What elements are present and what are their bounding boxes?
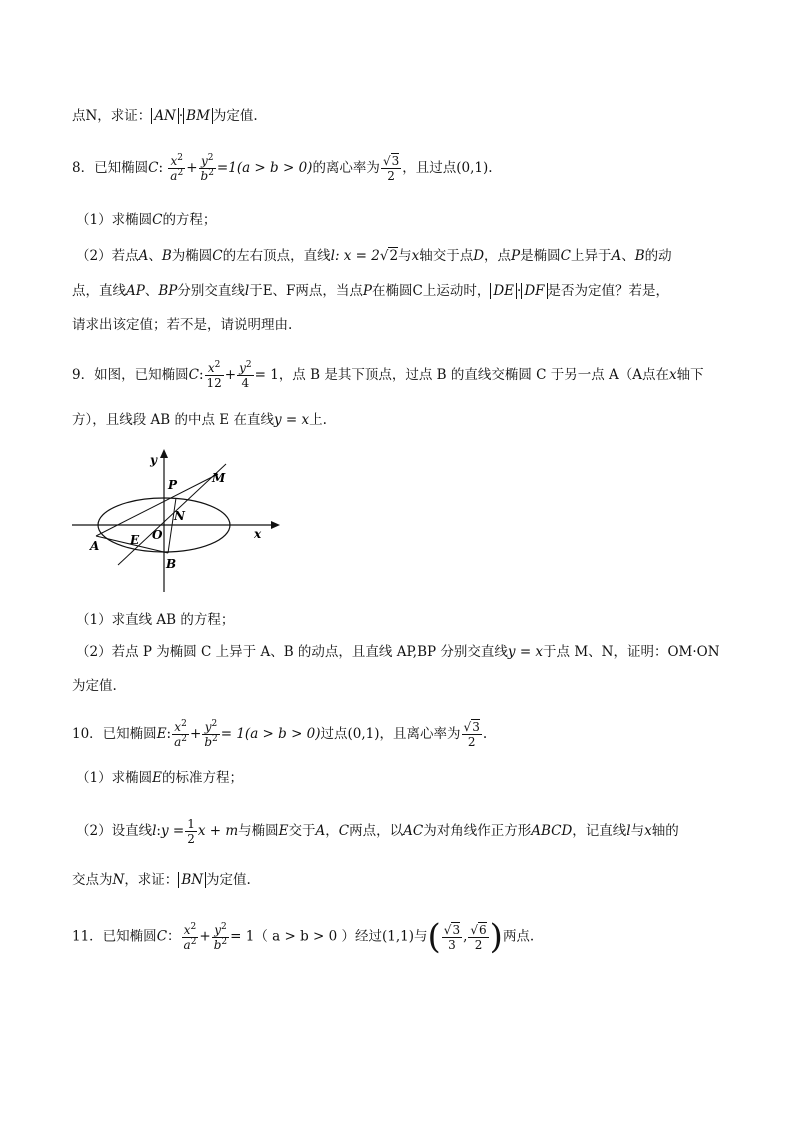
var-p: P <box>362 283 373 299</box>
x-axis-arrow <box>271 521 280 529</box>
text: 是椭圆 <box>520 248 561 264</box>
question-number: 10．已知椭圆 <box>72 726 157 742</box>
var-a: A <box>138 248 149 264</box>
q9-stem: 9．如图，已知椭圆C: $\frac{x^2}{12}$ + $\frac{y^2}{4}$ = 1，点 B 是其下顶点，过点 B 的直线交椭圆 C 于另一点 A（A点在x轴下 <box>72 360 704 390</box>
denominator: 2 <box>187 832 195 846</box>
var-e: E <box>156 726 167 742</box>
var-c: C <box>338 823 350 839</box>
text: 为定值. <box>72 678 117 694</box>
q9-part2 <box>76 642 720 662</box>
denominator: 12 <box>206 376 222 390</box>
text: 于 <box>249 283 263 299</box>
sup: 2 <box>181 734 187 744</box>
text: 两点，以 <box>349 823 404 839</box>
text: 、 <box>144 283 159 299</box>
y-axis-arrow <box>160 449 168 458</box>
q8-part2-end <box>72 315 292 335</box>
text: 点N，求证： <box>72 108 152 124</box>
var-abcd: ABCD <box>531 823 573 839</box>
q9-part2-end <box>72 676 117 696</box>
sup: 2 <box>207 153 214 163</box>
paren-open: ( <box>427 917 441 957</box>
var-c: C <box>188 367 199 383</box>
var-c: C <box>560 248 571 264</box>
text: （2）若点 <box>76 248 139 264</box>
radicand: 3 <box>391 154 400 168</box>
text: 交于 <box>288 823 316 839</box>
text: ，且过点 <box>402 160 457 176</box>
frac-y2-b2 <box>202 721 219 748</box>
var: b <box>200 169 209 183</box>
var: y <box>239 361 246 375</box>
text: （1）求直线 AB 的方程； <box>76 612 235 628</box>
text: ， <box>325 823 339 839</box>
sup: 2 <box>177 153 183 163</box>
var-bp: BP <box>158 283 178 299</box>
text: ，点 B 是其下顶点，过点 B 的直线交椭圆 C 于另一点 A（A点在 <box>278 367 670 383</box>
label-b: B <box>166 557 177 571</box>
q10-part2 <box>76 818 679 845</box>
text: ，且离心率为 <box>379 726 461 742</box>
denominator: 2 <box>387 169 395 183</box>
equation: =1(a > b > 0) <box>216 160 313 176</box>
text: 为定值. <box>206 872 251 888</box>
dot-operator: · <box>517 283 522 299</box>
abs-an: AN <box>151 108 179 124</box>
point: (0,1) <box>347 726 380 742</box>
sup: 2 <box>245 360 252 370</box>
abs-bm: BM <box>183 108 213 124</box>
comma: , <box>463 928 468 945</box>
var-x: x <box>644 823 652 839</box>
equation-y-x: y = x <box>273 412 310 428</box>
frac-x2-a2 <box>182 921 199 952</box>
frac-sqrt3-3: $\frac{√3}{3}$ <box>443 922 461 952</box>
text: 为椭圆 <box>171 248 213 264</box>
text: ，点 <box>484 248 512 264</box>
line-top <box>72 106 258 126</box>
var: x <box>207 361 215 375</box>
sup: 2 <box>177 168 184 178</box>
q9-stem-cont <box>72 410 327 430</box>
var-c: C <box>412 283 423 299</box>
abs-df: DF <box>521 283 547 299</box>
var-d: D <box>473 248 485 264</box>
sup: 2 <box>212 734 218 744</box>
text: 与 <box>414 928 428 945</box>
label-p: P <box>168 478 178 492</box>
colon: : <box>158 160 163 176</box>
text: 两点. <box>502 928 535 945</box>
colon: : <box>198 367 204 383</box>
frac-x2-a2 <box>172 721 189 748</box>
text: 请求出该定值；若不是，请说明理由. <box>72 317 293 333</box>
denominator: 2 <box>474 937 483 952</box>
sup: 2 <box>190 921 197 932</box>
frac-y2-b2 <box>199 155 216 182</box>
var: x <box>170 154 178 168</box>
abs-bn: BN <box>178 872 206 888</box>
label-o: O <box>152 528 163 542</box>
text: 点，直线 <box>72 283 126 299</box>
text: 的左右顶点，直线 <box>222 248 331 264</box>
q8-stem: 8．已知椭圆C: $\frac{x^2}{a^2}$ + $\frac{y^2}{b^2}$ =1(a > b > 0)的离心率为 $\frac{√3}{2}$ ，且过点(0,1). <box>72 153 493 183</box>
var-c: C <box>148 160 159 176</box>
denominator: 2 <box>467 735 476 749</box>
var: a <box>174 735 182 749</box>
text: 过点 <box>320 726 348 742</box>
radicand: 3 <box>452 922 461 937</box>
text: 分别交直线 <box>177 283 245 299</box>
var-l: l <box>330 248 335 264</box>
sup: 2 <box>211 719 218 729</box>
var-n: N <box>112 872 125 888</box>
var-e: E <box>278 823 289 839</box>
frac-x2-a2 <box>168 155 185 182</box>
sup: 2 <box>220 921 227 932</box>
denominator: 4 <box>241 376 250 390</box>
var: y <box>204 720 212 734</box>
numerator: 1 <box>187 817 195 831</box>
var-l: l <box>626 823 631 839</box>
sup: 2 <box>208 168 214 178</box>
text: 轴下 <box>676 367 704 383</box>
colon: : <box>166 726 172 742</box>
radicand: 2 <box>389 248 399 264</box>
equation: : x = 2 <box>334 248 380 264</box>
equation: x + m <box>197 823 239 839</box>
text: 与 <box>398 248 412 264</box>
text: 上运动时， <box>422 283 491 299</box>
denominator: 3 <box>448 937 456 952</box>
var-l: l <box>152 823 157 839</box>
radicand: 3 <box>472 720 480 734</box>
text: 上异于 <box>570 248 612 264</box>
line-ap-m <box>96 474 218 536</box>
text: 的方程； <box>162 212 217 228</box>
sup: 2 <box>181 719 187 729</box>
question-number: 11．已知椭圆 <box>72 928 157 945</box>
frac-sqrt3-2: $\frac{√3}{2}$ <box>463 720 480 749</box>
var-c: C <box>212 248 223 264</box>
var-ac: AC <box>403 823 424 839</box>
frac-x2-12 <box>205 362 224 389</box>
dot-operator: · <box>178 108 184 124</box>
text: 轴交于点 <box>419 248 474 264</box>
text: . <box>482 726 488 742</box>
var: y <box>200 154 208 168</box>
var-ap: AP <box>126 283 145 299</box>
var: y <box>214 922 221 937</box>
frac-sqrt3-2: $\frac{√3}{2}$ <box>382 154 400 183</box>
text: 方），且线段 AB 的中点 E 在直线 <box>72 412 274 428</box>
sup: 2 <box>190 936 197 947</box>
label-n: N <box>174 509 185 523</box>
text: . <box>488 160 493 176</box>
colon: ： <box>167 928 181 945</box>
text: ，求证： <box>124 872 179 888</box>
label-x: x <box>254 527 262 541</box>
text: 于点 M、N，证明：OM·ON <box>543 644 720 660</box>
label-m: M <box>212 471 226 485</box>
label-a: A <box>90 539 100 553</box>
var: a <box>183 937 191 952</box>
radicand: 6 <box>479 922 487 937</box>
var-p: P <box>511 248 521 264</box>
paren-close: ) <box>489 917 503 957</box>
var: b <box>213 937 222 952</box>
colon: : <box>156 823 161 839</box>
var-l: l <box>244 283 250 299</box>
text: 与 <box>630 823 645 839</box>
q8-part1 <box>76 210 216 230</box>
text: 为定值. <box>212 108 258 124</box>
text: 为对角线作正方形 <box>423 823 532 839</box>
q11-stem: 11．已知椭圆C： $\frac{x^2}{a^2}$ + $\frac{y^2}{b^2}$ = 1（ a > b > 0 ）经过(1,1)与( $\frac{√3}{3}$ , $\frac{√6}{2}$ )两点. <box>72 917 535 957</box>
point: (1,1) <box>382 928 415 945</box>
text: 的离心率为 <box>312 160 380 176</box>
frac-sqrt6-2: $\frac{√6}{2}$ <box>470 922 487 952</box>
text: 、 <box>621 248 635 264</box>
var: b <box>204 735 212 749</box>
text: （2）若点 P 为椭圆 C 上异于 A、B 的动点，且直线 AP,BP 分别交直线 <box>76 644 508 660</box>
q8-part2: （2）若点A、B为椭圆C的左右顶点，直线l: x = 2√2与x轴交于点D，点P是椭圆C上异于A、B的动 <box>76 248 672 264</box>
var-a: A <box>315 823 326 839</box>
var-b: B <box>161 248 172 264</box>
text: 上. <box>309 412 327 428</box>
text: 的动 <box>644 248 672 264</box>
text: 交点为 <box>72 872 113 888</box>
label-y: y <box>150 453 157 467</box>
var-x: x <box>669 367 677 383</box>
text: 轴的 <box>651 823 679 839</box>
var-c: C <box>152 212 163 228</box>
frac-y2-4 <box>237 362 254 389</box>
question-number: 8．已知椭圆 <box>72 160 149 176</box>
q10-stem: 10．已知椭圆E: $\frac{x^2}{a^2}$ + $\frac{y^2}{b^2}$ = 1(a > b > 0)过点(0,1)，且离心率为 $\frac{√3}{2}$ . <box>72 719 488 749</box>
text: ，记直线 <box>572 823 627 839</box>
ellipse-figure <box>68 440 288 600</box>
var: a <box>170 169 178 183</box>
text: 、 <box>148 248 162 264</box>
text: （2）设直线 <box>76 823 153 839</box>
equation: y = <box>160 823 185 839</box>
var: x <box>174 720 182 734</box>
var-e: E <box>152 770 162 786</box>
equation: = 1 <box>254 367 279 383</box>
var-x: x <box>411 248 420 264</box>
frac-one-half <box>185 818 197 845</box>
abs-de: DE <box>490 283 517 299</box>
text: 与椭圆 <box>238 823 279 839</box>
equation: = 1(a > b > 0) <box>220 726 321 742</box>
question-number: 9．如图，已知椭圆 <box>72 367 189 383</box>
q10-part1 <box>76 768 243 788</box>
var: x <box>183 922 191 937</box>
var-b: B <box>634 248 645 264</box>
text: 是否为定值？若是， <box>547 283 670 299</box>
var-c: C <box>156 928 168 945</box>
q10-part2-end <box>72 870 251 890</box>
frac-y2-b2 <box>212 921 229 952</box>
sup: 2 <box>221 936 228 947</box>
text: （1）求椭圆 <box>76 212 153 228</box>
equation-y-x: y = x <box>507 644 544 660</box>
text: E、F两点，当点 <box>262 283 363 299</box>
q8-part2-cont <box>72 281 669 301</box>
var-a: A <box>611 248 622 264</box>
text: （1）求椭圆 <box>76 770 153 786</box>
label-e: E <box>130 533 140 547</box>
q9-part1 <box>76 610 234 630</box>
sup: 2 <box>214 360 221 370</box>
equation: = 1（ a > b > 0 ）经过 <box>230 928 382 945</box>
text: 的标准方程； <box>161 770 243 786</box>
text: 在椭圆 <box>372 283 413 299</box>
point: (0,1) <box>456 160 489 176</box>
